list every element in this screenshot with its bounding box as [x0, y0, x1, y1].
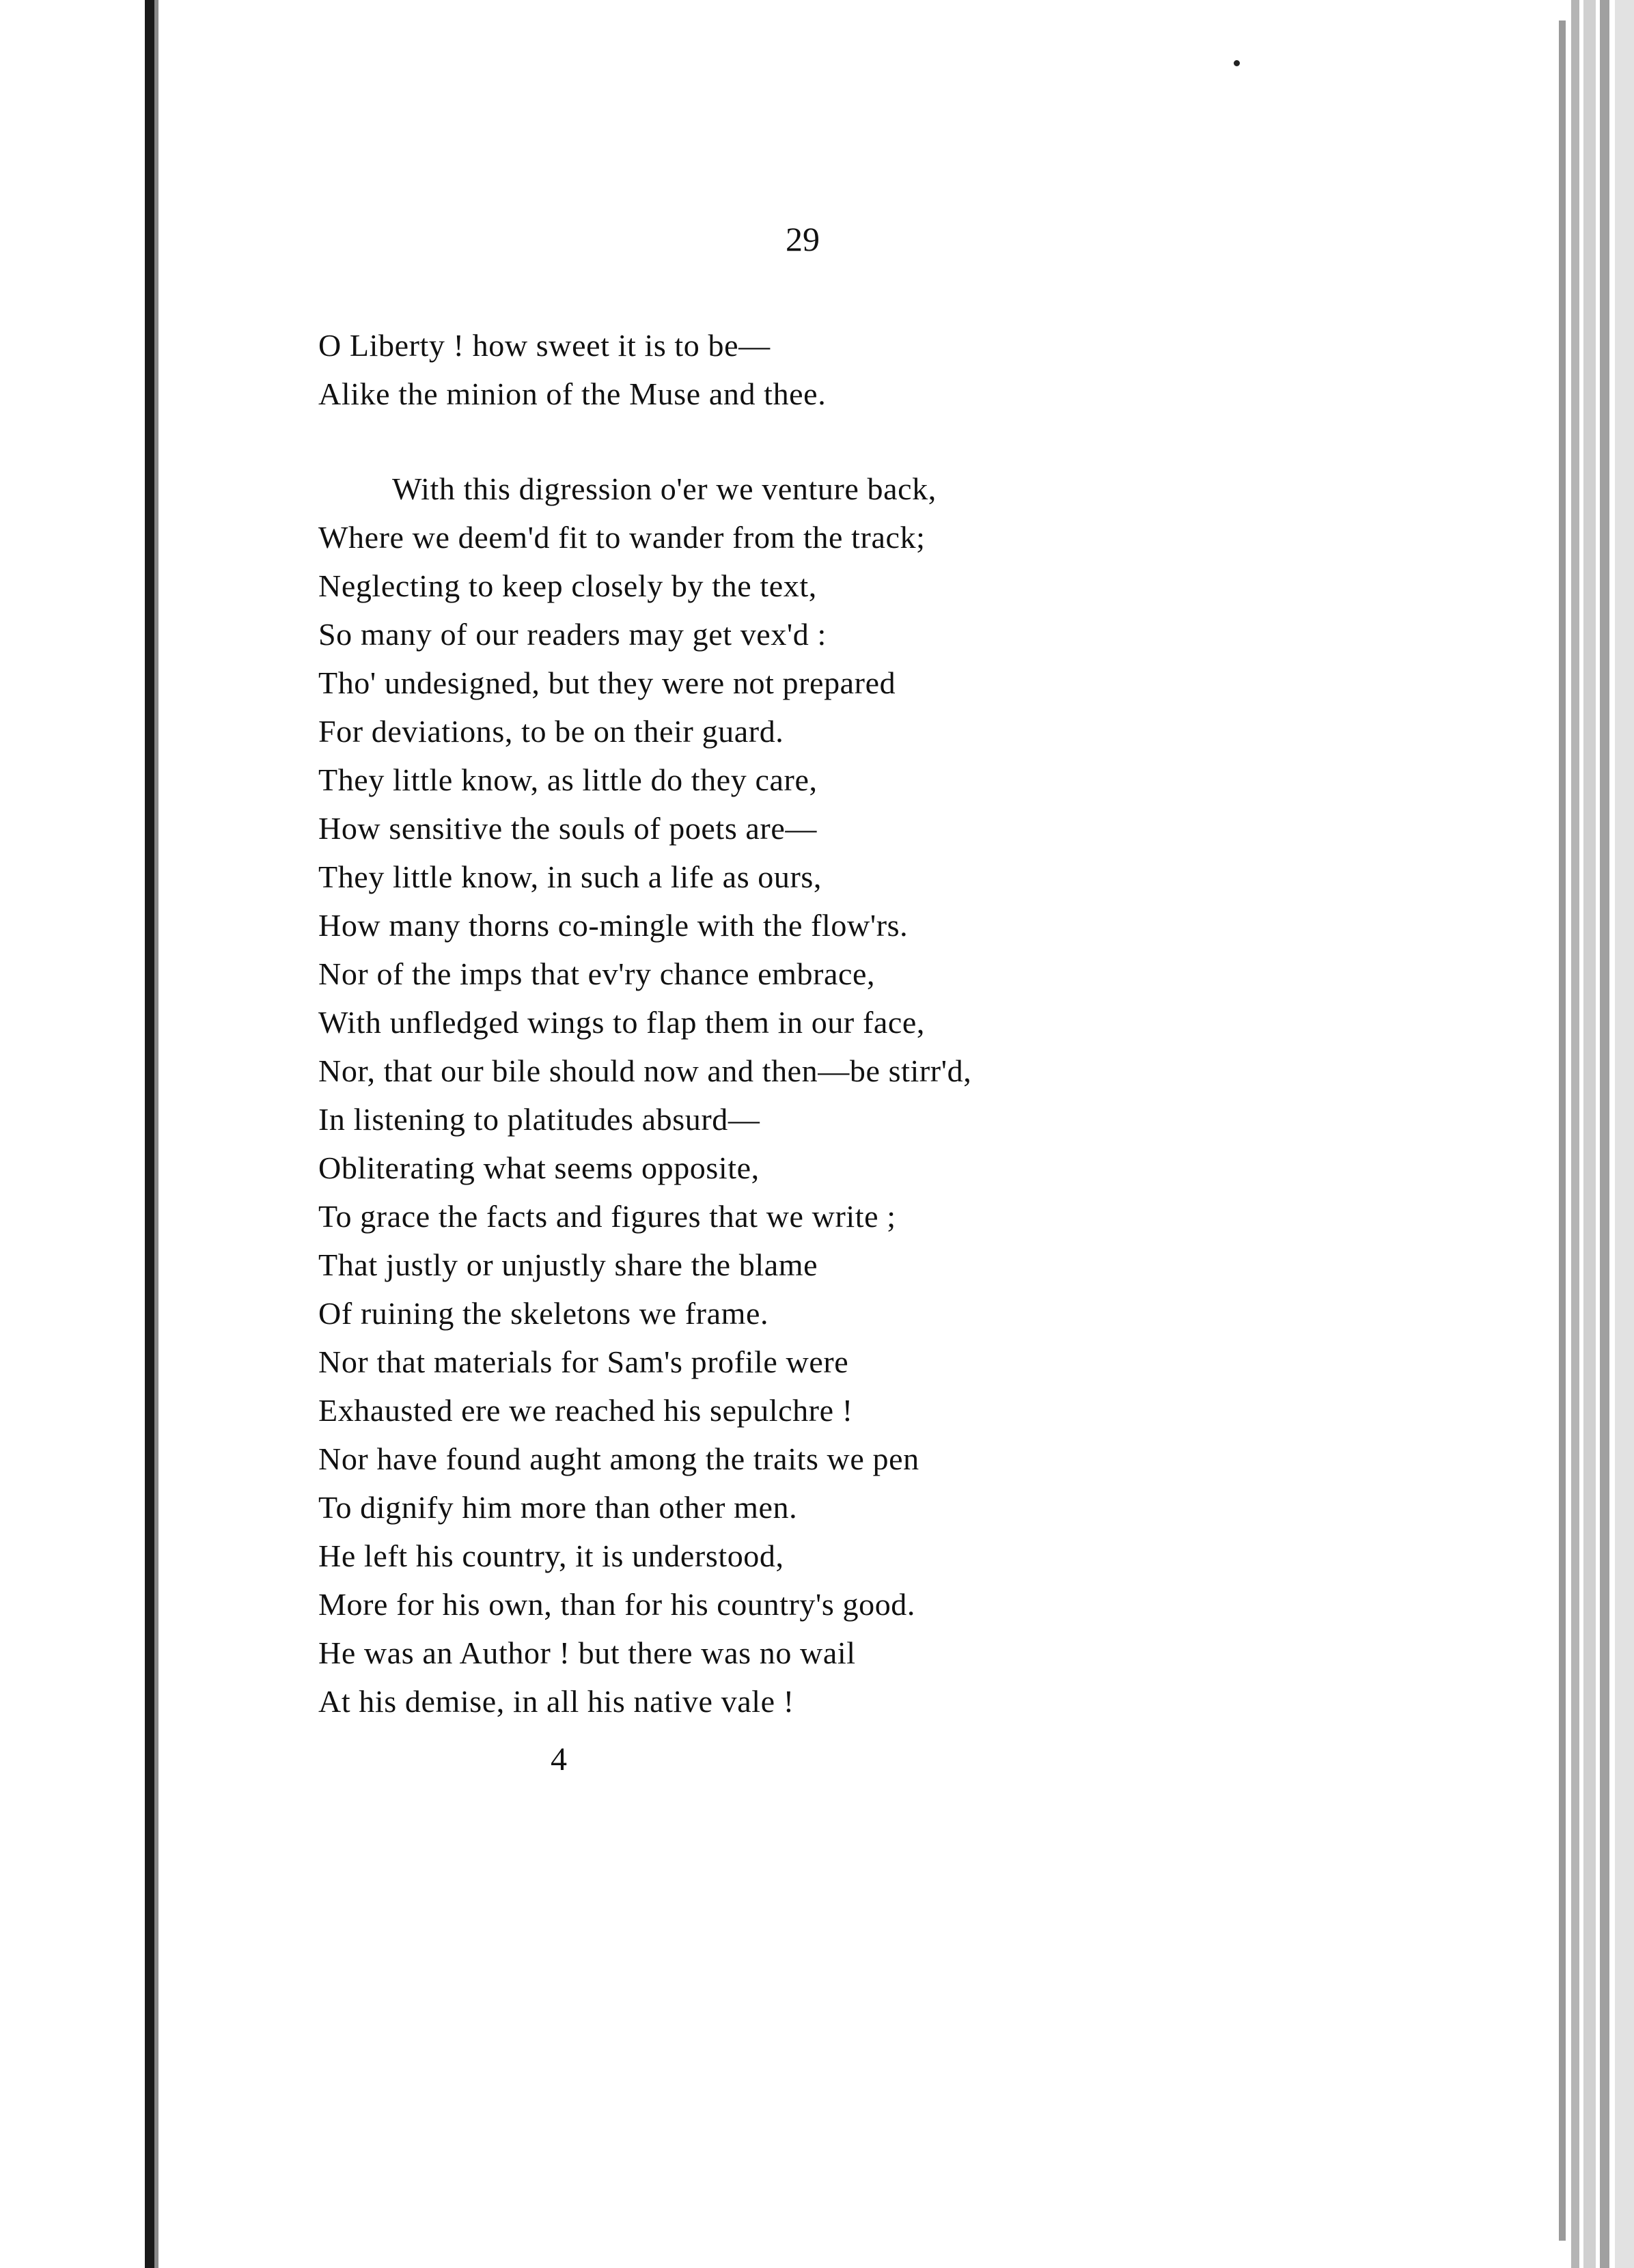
- poem-line: Exhausted ere we reached his sepulchre !: [318, 1393, 853, 1428]
- poem-line: Of ruining the skeletons we frame.: [318, 1296, 769, 1331]
- page-edges: [1559, 0, 1634, 2268]
- poem-line: Where we deem'd fit to wander from the track;: [318, 520, 926, 555]
- stanza-2: [318, 465, 1227, 1726]
- poem-line: Alike the minion of the Muse and thee.: [318, 376, 827, 411]
- gutter-shadow: [154, 0, 158, 2268]
- poem-line: That justly or unjustly share the blame: [318, 1247, 818, 1282]
- poem-line: Nor have found aught among the traits we pen: [318, 1441, 919, 1476]
- poem-line: So many of our readers may get vex'd :: [318, 617, 827, 652]
- poem-line: Nor, that our bile should now and then—be stirr'd,: [318, 1053, 972, 1088]
- poem-line: They little know, as little do they care,: [318, 762, 818, 797]
- poem-line: How many thorns co-mingle with the flow'rs.: [318, 908, 909, 943]
- poem-line: To grace the facts and figures that we write ;: [318, 1199, 896, 1234]
- poem-line: Tho' undesigned, but they were not prepared: [318, 665, 896, 700]
- poem-line: For deviations, to be on their guard.: [318, 714, 784, 749]
- poem-line: Neglecting to keep closely by the text,: [318, 568, 817, 603]
- poem-line: How sensitive the souls of poets are—: [318, 811, 817, 846]
- poem-line: At his demise, in all his native vale !: [318, 1684, 794, 1719]
- poem-line: Nor that materials for Sam's profile were: [318, 1344, 849, 1379]
- poem-line: O Liberty ! how sweet it is to be—: [318, 328, 771, 363]
- poem-line: To dignify him more than other men.: [318, 1490, 798, 1525]
- ink-speck: [1234, 60, 1240, 66]
- facing-page-edge: [0, 0, 150, 2268]
- poem-line: In listening to platitudes absurd—: [318, 1102, 760, 1137]
- page-number: 29: [786, 220, 820, 258]
- poem-line: More for his own, than for his country's good.: [318, 1587, 915, 1622]
- poem-line: Obliterating what seems opposite,: [318, 1150, 760, 1185]
- signature-mark: 4: [551, 1741, 567, 1778]
- poem-line: He left his country, it is understood,: [318, 1538, 784, 1573]
- poem-line: With this digression o'er we venture back,: [392, 471, 937, 506]
- poem-line: He was an Author ! but there was no wail: [318, 1635, 856, 1670]
- poem-line: They little know, in such a life as ours,: [318, 859, 822, 894]
- poem-line: With unfledged wings to flap them in our face,: [318, 1005, 926, 1040]
- stanza-1: [318, 321, 1227, 418]
- poem-line: Nor of the imps that ev'ry chance embrace,: [318, 956, 876, 991]
- poem-text: [318, 321, 1227, 1726]
- book-gutter: [145, 0, 154, 2268]
